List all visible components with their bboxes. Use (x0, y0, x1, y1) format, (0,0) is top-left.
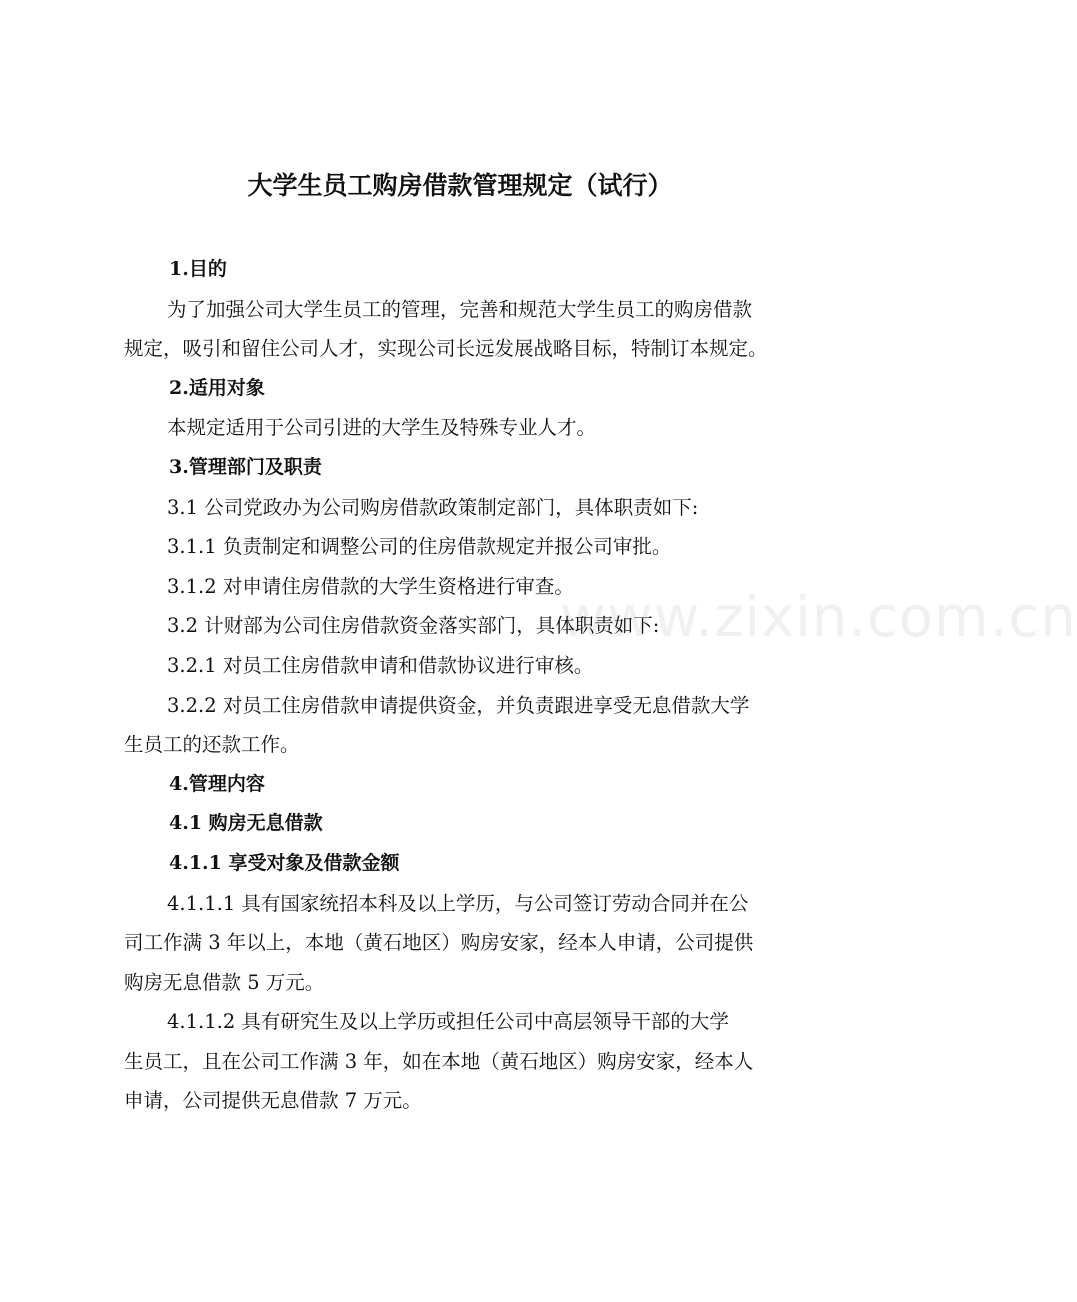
paragraph-line: 为了加强公司大学生员工的管理，完善和规范大学生员工的购房借款 (167, 297, 753, 321)
paragraph-line: 规定，吸引和留住公司人才，实现公司长远发展战略目标，特制订本规定。 (124, 337, 768, 361)
paragraph-line: 3.2 计财部为公司住房借款资金落实部门，具体职责如下: (167, 614, 660, 638)
paragraph-line: 3.1.2 对申请住房借款的大学生资格进行审查。 (167, 574, 574, 598)
section-heading: 2.适用对象 (169, 376, 265, 399)
paragraph-line: 申请，公司提供无息借款 7 万元。 (124, 1089, 422, 1113)
paragraph-line: 购房无息借款 5 万元。 (124, 970, 325, 994)
section-heading: 4.管理内容 (169, 772, 265, 795)
section-heading: 4.1.1 享受对象及借款金额 (169, 851, 400, 874)
watermark-text: www.zixin.com.cn (560, 585, 1077, 650)
paragraph-line: 4.1.1.2 具有研究生及以上学历或担任公司中高层领导干部的大学 (167, 1010, 729, 1034)
paragraph-line: 本规定适用于公司引进的大学生及特殊专业人才。 (167, 416, 597, 440)
paragraph-line: 3.2.2 对员工住房借款申请提供资金，并负责跟进享受无息借款大学 (167, 693, 750, 717)
paragraph-line: 3.2.1 对员工住房借款申请和借款协议进行审核。 (167, 653, 594, 677)
paragraph-line: 3.1.1 负责制定和调整公司的住房借款规定并报公司审批。 (167, 535, 672, 559)
paragraph-line: 司工作满 3 年以上，本地（黄石地区）购房安家，经本人申请，公司提供 (124, 931, 754, 955)
section-heading: 4.1 购房无息借款 (169, 812, 323, 835)
paragraph-line: 生员工，且在公司工作满 3 年，如在本地（黄石地区）购房安家，经本人 (124, 1049, 754, 1073)
section-heading: 3.管理部门及职责 (169, 455, 322, 478)
paragraph-line: 生员工的还款工作。 (124, 733, 300, 757)
document-body (124, 250, 814, 1121)
paragraph-line: 3.1 公司党政办为公司购房借款政策制定部门，具体职责如下: (167, 495, 699, 519)
section-heading: 1.目的 (169, 258, 227, 280)
document-title: 大学生员工购房借款管理规定（试行） (247, 171, 673, 200)
paragraph-line: 4.1.1.1 具有国家统招本科及以上学历，与公司签订劳动合同并在公 (167, 891, 749, 915)
